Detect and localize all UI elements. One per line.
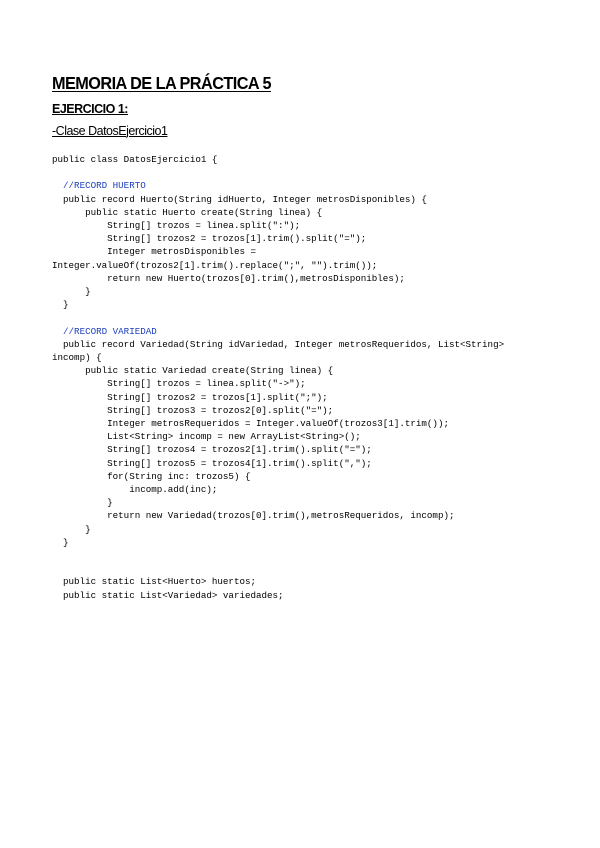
code-line: public static Huerto create(String linea) { [52, 206, 323, 218]
code-line [52, 562, 582, 575]
code-line: String[] trozos4 = trozos2[1].trim().split("="); [52, 444, 372, 456]
code-line: String[] trozos = linea.split("->"); [52, 378, 306, 390]
code-line: public static List<Variedad> variedades; [52, 589, 284, 601]
code-line: return new Huerto(trozos[0].trim(),metrosDisponibles); [52, 272, 405, 284]
document-title: MEMORIA DE LA PRÁCTICA 5 [52, 73, 271, 93]
section-heading: EJERCICIO 1: [52, 102, 128, 116]
code-comment-line: //RECORD HUERTO [52, 180, 146, 192]
code-line: return new Variedad(trozos[0].trim(),metrosRequeridos, incomp); [52, 510, 455, 522]
code-line [52, 166, 582, 179]
code-line: String[] trozos2 = trozos[1].split(";"); [52, 391, 328, 403]
code-line: public record Variedad(String idVariedad, Integer metrosRequeridos, List<String> [52, 338, 505, 350]
code-line: Integer metrosDisponibles = [52, 246, 256, 258]
code-line: incomp.add(inc); [52, 484, 218, 496]
code-line: public static Variedad create(String linea) { [52, 365, 334, 377]
code-line: Integer metrosRequeridos = Integer.valueOf(trozos3[1].trim()); [52, 418, 449, 430]
code-line: String[] trozos = linea.split(":"); [52, 220, 301, 231]
code-line: } [52, 286, 91, 298]
code-line: public class DatosEjercicio1 { [52, 154, 218, 165]
code-line: public static List<Huerto> huertos; [52, 576, 256, 588]
code-line: incomp) { [52, 352, 102, 364]
code-line: for(String inc: trozos5) { [52, 470, 251, 482]
code-block [52, 153, 582, 602]
class-heading: -Clase DatosEjercicio1 [52, 124, 168, 138]
code-line: String[] trozos3 = trozos2[0].split("="); [52, 404, 334, 416]
code-line [52, 549, 582, 562]
code-line: public record Huerto(String idHuerto, Integer metrosDisponibles) { [52, 193, 427, 205]
code-line [52, 311, 582, 324]
code-line: String[] trozos2 = trozos[1].trim().split("="); [52, 233, 367, 245]
code-line: } [52, 299, 69, 311]
code-line: } [52, 523, 91, 535]
code-line: String[] trozos5 = trozos4[1].trim().split(","); [52, 457, 372, 469]
code-line: } [52, 497, 113, 509]
code-line: List<String> incomp = new ArrayList<String>(); [52, 431, 361, 443]
code-comment-line: //RECORD VARIEDAD [52, 325, 157, 337]
code-line: Integer.valueOf(trozos2[1].trim().replace(";", "").trim()); [52, 259, 378, 271]
code-line: } [52, 536, 69, 548]
